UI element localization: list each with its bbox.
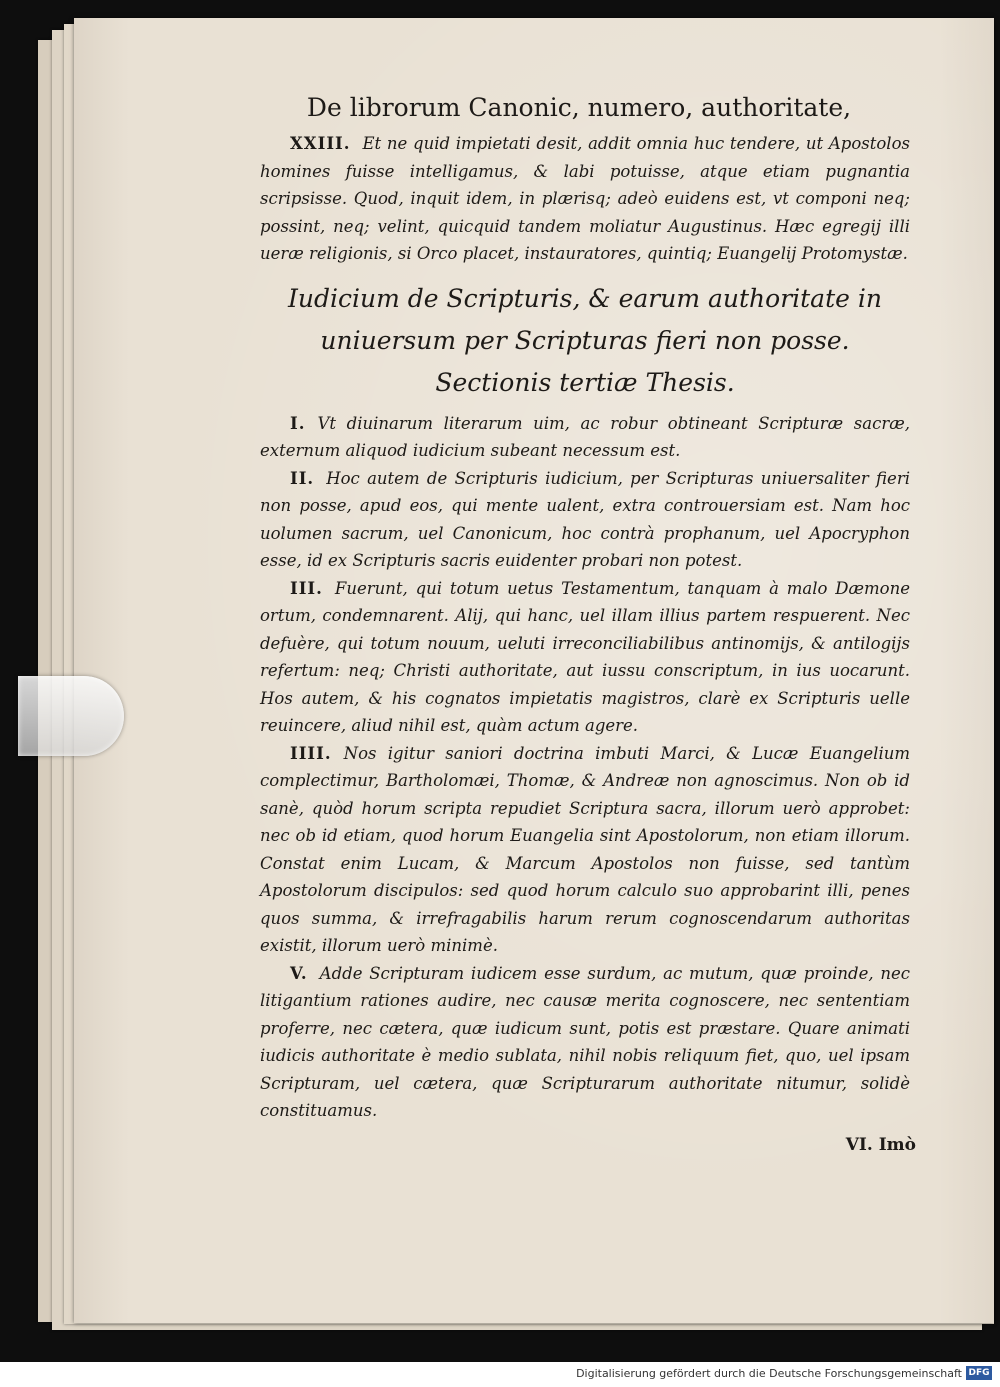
catchword: VI. Imò <box>845 1134 916 1155</box>
page-clip <box>18 676 124 756</box>
paragraph-text: Nos igitur saniori doctrina imbuti Marci, & Lucæ Euangelium complectimur, Bartholomæi, Thomæ, & Andreæ non agnoscimus. Non ob id sanè, quòd horum scripta repudiet Scriptura sacra, illorum uerò approbet: nec ob id etiam, quod horum Euangelia sint Apostolorum, non etiam illorum. Constat enim Lucam, & Marcum Apostolos non fuisse, sed tantùm Apostolorum discipulos: sed quod horum calculo suo approbarint illi, penes quos summa, & irrefragabilis harum rerum cognoscendarum authoritas existit, illorum uerò minimè. <box>260 743 910 955</box>
paragraph-text: Fuerunt, qui totum uetus Testamentum, tanquam à malo Dæmone ortum, condemnarent. Alij, qui hanc, uel illam illius partem respuerent. Nec defuère, qui totum nouum, ueluti irreconciliabilibus antinomijs, & antilogijs refertum: neq; Christi authoritate, aut iussu conscriptum, in ius uocarunt. Hos autem, & his cognatos impietatis magistros, clarè ex Scripturis uelle reuincere, aliud nihil est, quàm actum agere. <box>260 578 910 735</box>
running-head: De librorum Canonic, numero, authoritate, <box>306 93 852 122</box>
paragraph-number: V. <box>290 963 308 983</box>
section-heading: Iudicium de Scripturis, & earum authoritate in uniuersum per Scripturas fieri non posse. Sectionis tertiæ Thesis. <box>288 283 882 397</box>
paragraph-5 <box>260 960 910 1125</box>
paragraph-text: Et ne quid impietati desit, addit omnia huc tendere, ut Apostolos homines fuisse intelligamus, & labi potuisse, atque etiam pugnantia scripsisse. Quod, inquit idem, in plærisq; adeò euidens est, vt componi neq; possint, neq; velint, quicquid tandem moliatur Augustinus. Hæc egregij illi ueræ religionis, si Orco placet, instauratores, quintiq; Euangelij Protomystæ. <box>260 134 910 263</box>
footer-credit: Digitalisierung gefördert durch die Deutsche Forschungsgemeinschaft <box>576 1367 962 1380</box>
paragraph-3 <box>260 575 910 740</box>
paragraph-text: Hoc autem de Scripturis iudicium, per Scripturas uniuersaliter fieri non posse, apud eos, qui mente ualent, extra controuersiam est. Nam hoc uolumen sacrum, uel Canonicum, hoc contrà prophanum, uel Apocryphon esse, id ex Scripturis sacris euidenter probari non potest. <box>260 468 910 570</box>
paragraph-number: II. <box>290 468 315 488</box>
footer-bar <box>0 1362 1000 1387</box>
paragraph-4 <box>260 740 910 960</box>
paragraph-number: I. <box>290 413 306 433</box>
dfg-logo-icon: DFG <box>966 1366 992 1380</box>
paragraph-2 <box>260 465 910 575</box>
body-text <box>260 130 910 1125</box>
page-text-block <box>260 90 916 1155</box>
paragraph-number: III. <box>290 578 323 598</box>
paragraph-1 <box>260 410 910 465</box>
paragraph-text: Vt diuinarum literarum uim, ac robur obtineant Scripturæ sacræ, externum aliquod iudicium subeant necessum est. <box>260 413 910 460</box>
paragraph-23 <box>260 130 910 268</box>
paragraph-number: IIII. <box>290 743 332 763</box>
paragraph-text: Adde Scripturam iudicem esse surdum, ac mutum, quæ proinde, nec litigantium rationes audire, nec causæ merita cognoscere, nec sententiam proferre, nec cætera, quæ iudicum sunt, potis est præstare. Quare animati iudicis authoritate è medio sublata, nihil nobis reliquum fiet, quo, uel ipsam Scripturam, uel cætera, quæ Scripturarum authoritate nitumur, solidè constituamus. <box>260 963 910 1120</box>
paragraph-number: XXIII. <box>290 134 351 153</box>
